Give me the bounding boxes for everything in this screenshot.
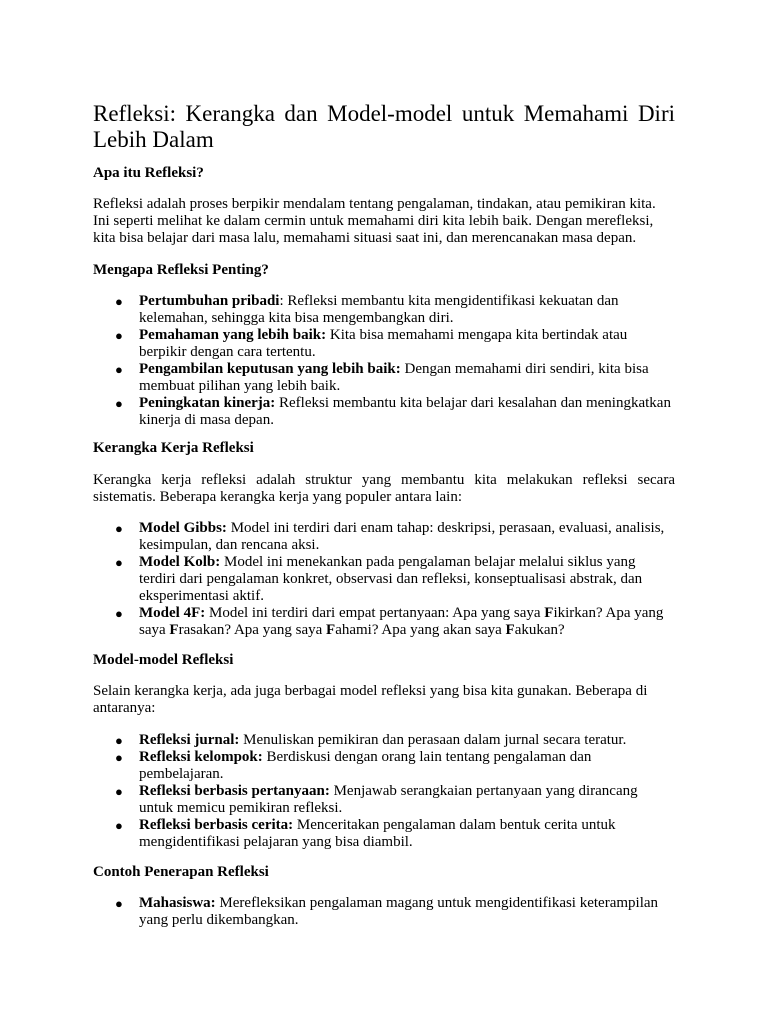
item-text: : Refleksi membantu kita mengidentifikasi kekuatan dan kelemahan, sehingga kita bisa mengembangkan diri. <box>139 293 619 326</box>
item-letter-f: F <box>544 605 554 621</box>
item-text: Menuliskan pemikiran dan perasaan dalam jurnal secara teratur. <box>239 732 627 748</box>
bullet-icon: ● <box>115 606 123 621</box>
item-text: ikirkan? Apa yang saya <box>139 605 664 638</box>
list-item <box>93 395 675 429</box>
list-item <box>93 327 675 361</box>
paragraph-apa-itu-refleksi: Refleksi adalah proses berpikir mendalam tentang pengalaman, tindakan, atau pemikiran kita. Ini seperti melihat ke dalam cermin untuk memahami diri kita lebih baik. Dengan merefleksi, kita bisa belajar dari masa lalu, memahami situasi saat ini, dan merencanakan masa depan. <box>93 196 656 246</box>
item-text: akukan? <box>514 622 565 638</box>
item-term: Peningkatan kinerja: <box>139 395 276 411</box>
item-text: Merefleksikan pengalaman magang untuk mengidentifikasi keterampilan yang perlu dikembangkan. <box>139 895 659 928</box>
item-term: Mahasiswa: <box>139 895 216 911</box>
item-text: Menceritakan pengalaman dalam bentuk cerita untuk mengidentifikasi pelajaran yang bisa diambil. <box>139 817 616 850</box>
item-term: Refleksi kelompok: <box>139 749 263 765</box>
list-item <box>93 732 675 749</box>
bullet-icon: ● <box>115 750 123 765</box>
item-letter-f: F <box>169 622 179 638</box>
item-text: Dengan memahami diri sendiri, kita bisa membuat pilihan yang lebih baik. <box>139 361 649 394</box>
item-text: Menjawab serangkaian pertanyaan yang dirancang untuk memicu pemikiran refleksi. <box>139 783 638 816</box>
heading-contoh-penerapan: Contoh Penerapan Refleksi <box>93 864 269 880</box>
item-text: Refleksi membantu kita belajar dari kesalahan dan meningkatkan kinerja di masa depan. <box>139 395 671 428</box>
item-term: Pemahaman yang lebih baik: <box>139 327 327 343</box>
paragraph-model-model: Selain kerangka kerja, ada juga berbagai model refleksi yang bisa kita gunakan. Beberapa di antaranya: <box>93 683 648 716</box>
item-text: rasakan? Apa yang saya <box>178 622 327 638</box>
bullet-icon: ● <box>115 328 123 343</box>
list-contoh-penerapan <box>93 895 675 929</box>
list-item <box>93 554 675 605</box>
item-text: Model ini menekankan pada pengalaman belajar melalui siklus yang terdiri dari pengalaman konkret, observasi dan refleksi, konseptualisasi abstrak, dan eksperimentasi aktif. <box>139 554 643 604</box>
item-letter-f: F <box>505 622 515 638</box>
bullet-icon: ● <box>115 784 123 799</box>
list-model-model <box>93 732 675 851</box>
item-term: Model 4F: <box>139 605 206 621</box>
list-item <box>93 361 675 395</box>
item-term: Refleksi berbasis cerita: <box>139 817 294 833</box>
item-term: Refleksi berbasis pertanyaan: <box>139 783 330 799</box>
bullet-icon: ● <box>115 294 123 309</box>
list-item <box>93 817 675 851</box>
list-mengapa-refleksi <box>93 293 675 429</box>
item-text: Model ini terdiri dari enam tahap: deskripsi, perasaan, evaluasi, analisis, kesimpulan, dan rencana aksi. <box>139 520 665 553</box>
bullet-icon: ● <box>115 896 123 911</box>
bullet-icon: ● <box>115 555 123 570</box>
item-term: Pertumbuhan pribadi <box>139 293 280 309</box>
document-title: Refleksi: Kerangka dan Model-model untuk Memahami Diri Lebih Dalam <box>93 101 675 152</box>
item-term: Model Kolb: <box>139 554 221 570</box>
list-item <box>93 783 675 817</box>
item-term: Model Gibbs: <box>139 520 227 536</box>
item-term: Refleksi jurnal: <box>139 732 240 748</box>
bullet-icon: ● <box>115 396 123 411</box>
list-item <box>93 605 675 639</box>
paragraph-kerangka-kerja: Kerangka kerja refleksi adalah struktur yang membantu kita melakukan refleksi secara sistematis. Beberapa kerangka kerja yang populer antara lain: <box>93 472 675 505</box>
heading-model-model-refleksi: Model-model Refleksi <box>93 652 234 668</box>
heading-mengapa-refleksi-penting: Mengapa Refleksi Penting? <box>93 262 269 278</box>
bullet-icon: ● <box>115 733 123 748</box>
item-text: Berdiskusi dengan orang lain tentang pengalaman dan pembelajaran. <box>139 749 592 782</box>
bullet-icon: ● <box>115 521 123 536</box>
bullet-icon: ● <box>115 362 123 377</box>
list-item <box>93 520 675 554</box>
list-item <box>93 749 675 783</box>
list-kerangka-kerja <box>93 520 675 639</box>
heading-kerangka-kerja-refleksi: Kerangka Kerja Refleksi <box>93 440 254 456</box>
item-term: Pengambilan keputusan yang lebih baik: <box>139 361 401 377</box>
item-text: ahami? Apa yang akan saya <box>335 622 506 638</box>
bullet-icon: ● <box>115 818 123 833</box>
item-letter-f: F <box>326 622 336 638</box>
heading-apa-itu-refleksi: Apa itu Refleksi? <box>93 165 204 181</box>
item-text: Model ini terdiri dari empat pertanyaan: Apa yang saya <box>205 605 545 621</box>
item-text: Kita bisa memahami mengapa kita bertindak atau berpikir dengan cara tertentu. <box>139 327 628 360</box>
list-item <box>93 293 675 327</box>
list-item <box>93 895 675 929</box>
